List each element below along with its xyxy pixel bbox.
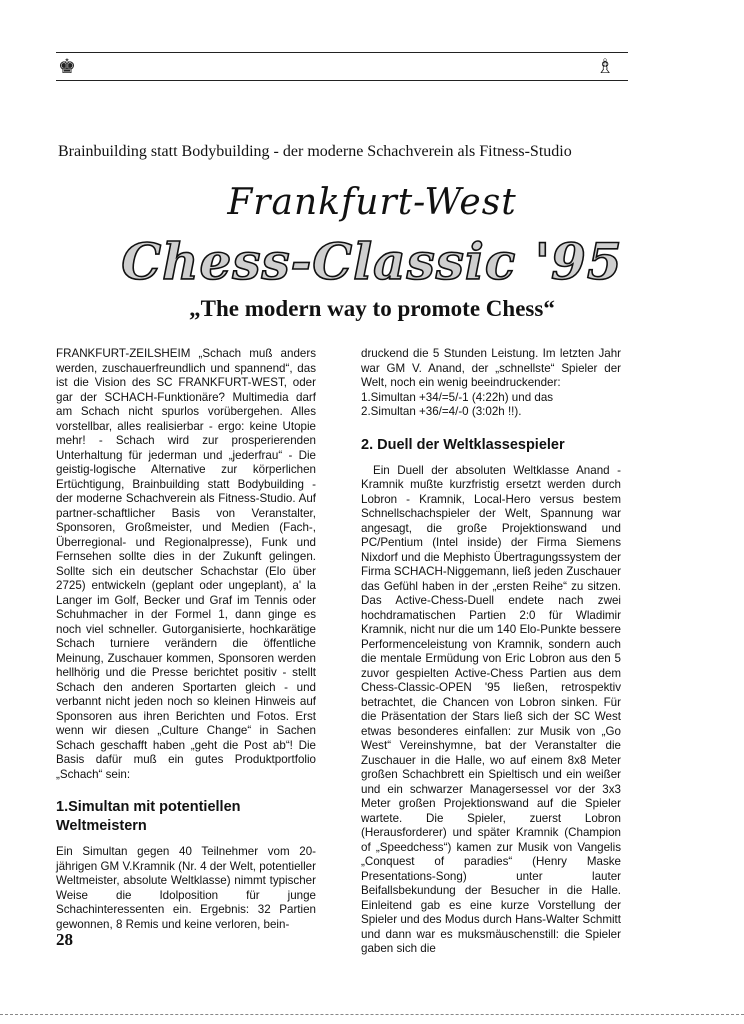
header-rule-top: [56, 52, 628, 53]
chess-king-icon: ♚: [58, 54, 76, 78]
continued-paragraph: druckend die 5 Stunden Leistung. Im letzten Jahr war GM V. Anand, der „schnellste“ Spieler der Welt, noch ein wenig beeindruckender:: [361, 347, 621, 389]
club-name: Frankfurt-West: [227, 182, 517, 223]
article-subtitle: Brainbuilding statt Bodybuilding - der moderne Schachverein als Fitness-Studio: [58, 143, 572, 160]
header-rule-bottom: [56, 80, 628, 81]
right-column: [361, 347, 621, 957]
duell-paragraph: Ein Duell der absoluten Weltklasse Anand - Kramnik mußte kurzfristig ersetzt werden durch Lobron - Kramnik, Local-Hero versus bestem Schnellschachspieler der Welt, Spannung war angesagt, die große Projektionswand und PC/Pentium (Intel inside) der Firma Siemens Nixdorf und die Mephisto Übertragungssystem der Firma SCHACH-Niggemann, ließ jeden Zuschauer das Gefühl haben in der „ersten Reihe“ zu sitzen. Das Active-Chess-Duell endete nach zwei hochdramatischen Partien 2:0 für Wladimir Kramnik, nicht nur die um 140 Elo-Punkte bessere Performenceleistung von Kramnik, sondern auch die mentale Ermüdung von Eric Lobron aus den 5 zuvor gespielten Active-Chess Partien aus dem Chess-Classic-OPEN '95 ließen, retrospektiv betrachtet, die Chancen von Lobron sinken. Für die Präsentation der Stars ließ sich der SC West etwas besonderes einfallen: zur Musik von „Go West“ Vereinshymne, bat der Veranstalter die Zuschauer in die Halle, wo auf einem 8x8 Meter großen Schachbrett ein Spieltisch und ein weißer und ein schwarzer Managersessel vor der 3x3 Meter großen Projektionswand auf die Spieler wartete. Die Spieler, zuerst Lobron (Herausforderer) und später Kramnik (Champion of „Speedchess“) kamen zur Musik von Vangelis „Conquest of paradies“ (Henry Maske Presentations-Song) unter lauter Beifallsbekundung der Besucher in die Halle. Einleitend gab es eine kurze Vorstellung der Spieler und des Modus durch Hans-Walter Schmitt und dann war es muksmäuschenstill: die Spieler gaben sich die: [361, 463, 621, 955]
simultan-paragraph: Ein Simultan gegen 40 Teilnehmer vom 20-jährigen GM V.Kramnik (Nr. 4 der Welt, potentieller Weltmeister, absolute Weltklasse) nimmt typischer Weise die Idolposition für junge Schachinteressenten ein. Ergebnis: 32 Partien gewonnen, 8 Remis und keine verloren, bein-: [56, 845, 316, 931]
left-column: [56, 347, 316, 932]
simultan-result-1: 1.Simultan +34/=5/-1 (4:22h) und das: [361, 390, 554, 404]
section-heading-duell: 2. Duell der Weltklassespieler: [361, 436, 565, 453]
simultan-result-2: 2.Simultan +36/=4/-0 (3:02h !!).: [361, 405, 522, 418]
page-number: 28: [56, 930, 73, 949]
event-title: Chess-Classic '95: [121, 232, 623, 291]
tagline: „The modern way to promote Chess“: [189, 296, 555, 321]
section-heading-simultan: 1.Simultan mit potentiellen Weltmeistern: [56, 799, 241, 834]
scan-edge-line: [0, 1014, 744, 1015]
chess-bishop-icon: ♗: [596, 54, 614, 78]
intro-paragraph: FRANKFURT-ZEILSHEIM „Schach muß anders werden, zuschauerfreundlich und spannend“, das ist die Vision des SC FRANKFURT-WEST, oder gar der SCHACH-Funktionäre? Multimedia darf am Schach nicht spurlos vorübergehen. Alles vorstellbar, alles realisierbar - ergo: keine Utopie mehr! - Schach wird zur prosperierenden Unterhaltung für jederman und „jederfrau“ - Die geistig-logische Alternative zur körperlichen Ertüchtigung, Brainbuilding statt Bodybuilding - der moderne Schachverein als Fitness-Studio. Auf partner-schaftlicher Basis von Veranstalter, Sponsoren, Großmeister, und Medien (Fach-, Überregional- und Regionalpresse), Funk und Fernsehen sollte dies in der Zukunft gelingen. Sollte sich ein deutscher Schachstar (Elo über 2725) entwickeln (geplant oder ungeplant), a' la Langer im Golf, Becker und Graf im Tennis oder Schuhmacher in der Formel 1, dann ginge es noch viel schneller. Gutorganisierte, hochkarätige Schach turniere verändern die öffentliche Meinung, Zuschauer kommen, Sponsoren werden hellhörig und die Presse berichtet positiv - stellt Schach den anderen Sportarten gleich - und verbannt nicht jeden noch so kleinen Hinweis auf Sponsoren aus ihren Berichten und Fotos. Erst wenn wir diesen „Culture Change“ in Sachen Schach geschafft haben „geht die Post ab“! Die Basis dafür muß ein gutes Produktportfolio „Schach“ sein:: [56, 347, 316, 781]
